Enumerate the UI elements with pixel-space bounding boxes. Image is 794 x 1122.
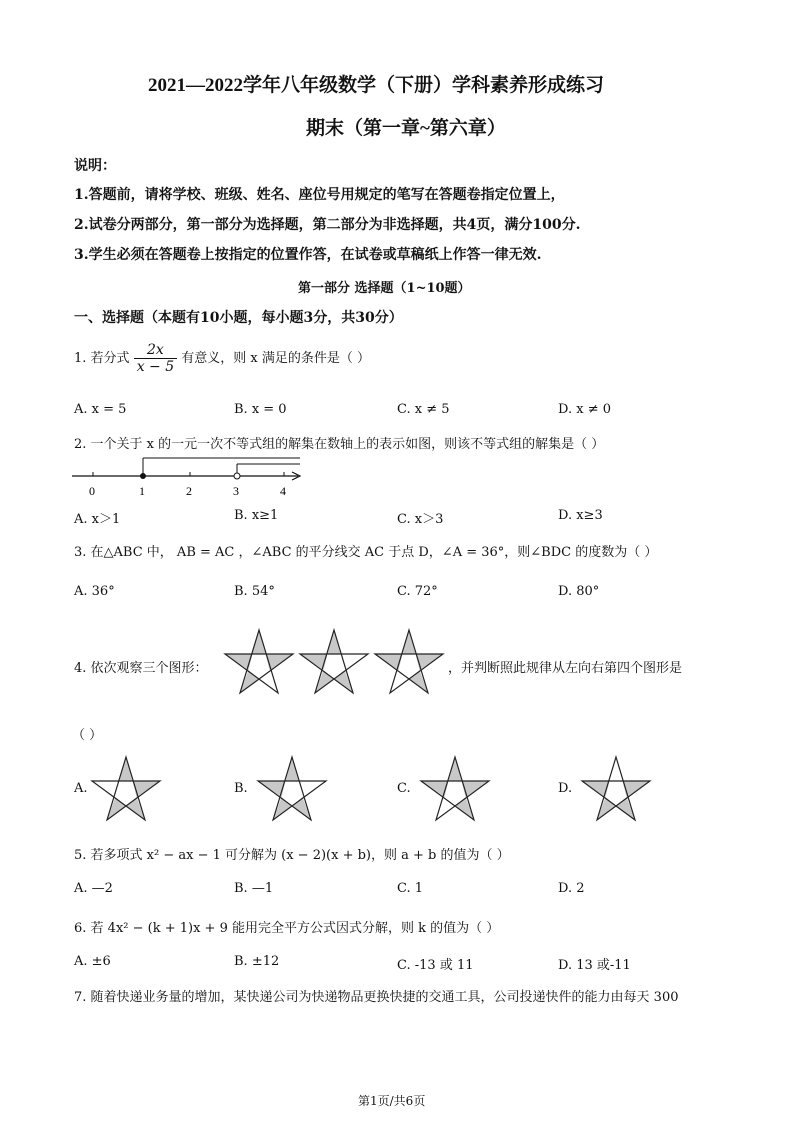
q6-option-d: D. 13 或-11 xyxy=(558,958,631,973)
q4-paren: （ ） xyxy=(72,728,103,743)
q3-option-b: B. 54° xyxy=(234,584,275,599)
option-d-star xyxy=(582,757,650,820)
tick-label-0: 0 xyxy=(89,484,95,498)
q5-option-c: C. 1 xyxy=(397,881,424,896)
tick-label-4: 4 xyxy=(280,484,286,498)
q4-option-d: D. xyxy=(558,781,573,796)
q2-option-c: C. x＞3 xyxy=(397,512,444,527)
question-5: 5. 若多项式 x² − ax − 1 可分解为 (x − 2)(x + b)，则 a + b 的值为（ ） xyxy=(74,848,510,863)
instructions-heading: 说明： xyxy=(74,158,116,174)
instruction-2: 2.试卷分两部分，第一部分为选择题，第二部分为非选择题，共4页，满分100分. xyxy=(74,217,581,233)
question-6: 6. 若 4x² − (k + 1)x + 9 能用完全平方公式因式分解，则 k 的值为（ ） xyxy=(74,921,500,936)
q4-option-b: B. xyxy=(234,781,248,796)
star-figure-1 xyxy=(225,630,293,693)
q5-option-b: B. —1 xyxy=(234,881,274,896)
q1-fraction xyxy=(134,342,177,375)
q1-option-c: C. x ≠ 5 xyxy=(397,402,450,417)
q3-option-c: C. 72° xyxy=(397,584,438,599)
q1-option-d: D. x ≠ 0 xyxy=(558,402,611,417)
number-line-figure xyxy=(70,450,310,500)
q3-option-d: D. 80° xyxy=(558,584,600,599)
q1-frac-numerator: 2x xyxy=(134,342,177,359)
q4-option-c: C. xyxy=(397,781,411,796)
part1-heading: 第一部分 选择题（1~10题） xyxy=(298,281,471,296)
question-1 xyxy=(74,342,370,375)
q4-suffix: ，并判断照此规律从左向右第四个图形是 xyxy=(448,661,683,676)
solid-point-1 xyxy=(140,473,146,479)
q5-option-a: A. —2 xyxy=(74,881,113,896)
page-footer: 第1页/共6页 xyxy=(358,1094,426,1108)
q2-option-a: A. x＞1 xyxy=(74,512,121,527)
q6-option-a: A. ±6 xyxy=(74,954,111,969)
option-b-star xyxy=(258,757,326,820)
q2-option-b: B. x≥1 xyxy=(234,508,279,523)
q4-option-stars xyxy=(92,755,692,825)
q2-option-d: D. x≥3 xyxy=(558,508,603,523)
instruction-3: 3.学生必须在答题卷上按指定的位置作答，在试卷或草稿纸上作答一律无效. xyxy=(74,247,542,263)
q1-option-b: B. x = 0 xyxy=(234,402,287,417)
page-subtitle: 期末（第一章~第六章） xyxy=(306,118,506,139)
q5-option-d: D. 2 xyxy=(558,881,585,896)
option-a-star xyxy=(92,757,160,820)
q3-option-a: A. 36° xyxy=(74,584,115,599)
q1-suffix: 有意义，则 x 满足的条件是（ ） xyxy=(181,351,370,366)
question-7: 7. 随着快递业务量的增加，某快递公司为快递物品更换快捷的交通工具，公司投递快件的能力由每天 300 xyxy=(74,990,679,1005)
star-figure-2 xyxy=(300,630,368,693)
q6-option-c: C. -13 或 11 xyxy=(397,958,474,973)
section-heading: 一、选择题（本题有10小题，每小题3分，共30分） xyxy=(74,310,403,326)
instruction-1: 1.答题前，请将学校、班级、姓名、座位号用规定的笔写在答题卷指定位置上， xyxy=(74,187,565,203)
q4-star-sequence xyxy=(225,626,445,698)
tick-label-1: 1 xyxy=(139,484,145,498)
open-point-3 xyxy=(234,473,240,479)
question-2: 2. 一个关于 x 的一元一次不等式组的解集在数轴上的表示如图，则该不等式组的解集是（ ） xyxy=(74,437,605,452)
star-figure-3 xyxy=(375,630,443,693)
page-title: 2021—2022学年八年级数学（下册）学科素养形成练习 xyxy=(148,75,605,96)
q1-frac-denominator: x − 5 xyxy=(136,359,175,375)
q6-option-b: B. ±12 xyxy=(234,954,280,969)
option-c-star xyxy=(421,757,489,820)
tick-label-2: 2 xyxy=(186,484,192,498)
q4-prefix: 4. 依次观察三个图形： xyxy=(74,661,208,676)
q1-option-a: A. x = 5 xyxy=(74,402,127,417)
tick-label-3: 3 xyxy=(233,484,239,498)
q4-option-a: A. xyxy=(74,781,88,796)
q1-prefix: 1. 若分式 xyxy=(74,351,130,366)
question-3: 3. 在△ABC 中， AB = AC ，∠ABC 的平分线交 AC 于点 D，∠A = 36°，则∠BDC 的度数为（ ） xyxy=(74,545,658,560)
